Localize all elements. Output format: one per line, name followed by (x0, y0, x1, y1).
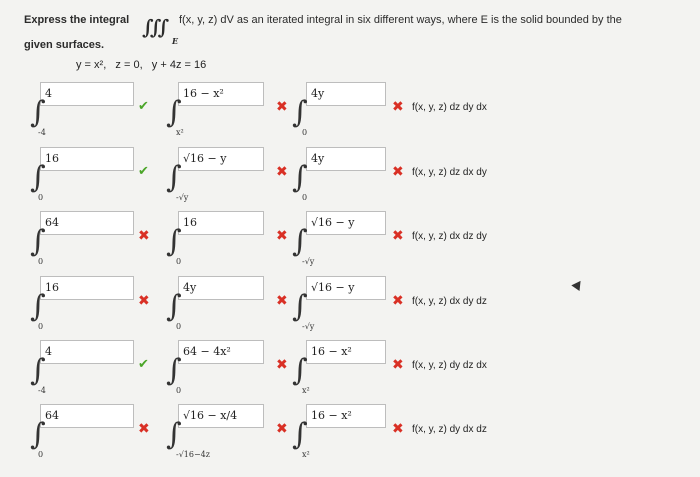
integral-sign: ∫ (292, 224, 308, 259)
prompt-line-1a: Express the integral (24, 14, 130, 26)
answer-box[interactable]: 16 (40, 147, 134, 171)
x-mark-icon: ✖ (276, 292, 288, 308)
integral-sign: ∫ (166, 224, 182, 259)
answer-box[interactable]: 4 (40, 340, 134, 364)
lower-limit: x² (176, 128, 184, 137)
answer-box[interactable]: 4y (306, 82, 386, 106)
integral-sign: ∫ (30, 160, 46, 195)
answer-box[interactable]: 16 − x² (306, 340, 386, 364)
checkmark-icon: ✔ (138, 356, 149, 371)
prompt-line-1b-text: as an iterated integral in six different ways, where E is the solid bounded by the (236, 14, 622, 26)
integrand: f(x, y, z) dV (179, 14, 234, 26)
answer-box[interactable]: 64 − 4x² (178, 340, 264, 364)
lower-limit: 0 (302, 193, 308, 202)
x-mark-icon: ✖ (138, 420, 150, 436)
answer-box[interactable]: 16 (40, 276, 134, 300)
x-mark-icon: ✖ (392, 227, 404, 243)
integral-sign: ∫ (292, 95, 308, 130)
x-mark-icon: ✖ (392, 163, 404, 179)
integral-sign: ∫ (292, 160, 308, 195)
answer-box[interactable]: √16 − y (306, 211, 386, 235)
checkmark-icon: ✔ (138, 163, 149, 178)
integral-sign: ∫ (166, 160, 182, 195)
lower-limit: 0 (176, 386, 182, 395)
x-mark-icon: ✖ (276, 356, 288, 372)
surfaces-equations: y = x², z = 0, y + 4z = 16 (76, 59, 207, 71)
lower-limit: 0 (38, 257, 44, 266)
answer-box[interactable]: 4 (40, 82, 134, 106)
integrand-order: f(x, y, z) dy dz dx (412, 360, 487, 371)
x-mark-icon: ✖ (392, 420, 404, 436)
integral-sign: ∫ (30, 417, 46, 452)
lower-limit: -√y (302, 257, 315, 266)
answer-box[interactable]: 16 − x² (178, 82, 264, 106)
checkmark-icon: ✔ (138, 98, 149, 113)
lower-limit: 0 (176, 257, 182, 266)
lower-limit: 0 (38, 450, 44, 459)
lower-limit: -√y (176, 193, 189, 202)
integral-sign: ∫ (30, 289, 46, 324)
x-mark-icon: ✖ (138, 227, 150, 243)
integrand-order: f(x, y, z) dz dy dx (412, 102, 487, 113)
integral-sign: ∫ (30, 224, 46, 259)
lower-limit: -√16−4z (176, 450, 210, 459)
lower-limit: 0 (176, 322, 182, 331)
lower-limit: x² (302, 386, 310, 395)
integral-sign: ∫ (30, 95, 46, 130)
integral-sign: ∫ (166, 353, 182, 388)
integral-sign: ∫ (30, 353, 46, 388)
prompt-line-2: given surfaces. (24, 39, 105, 51)
integrand-order: f(x, y, z) dx dy dz (412, 296, 487, 307)
mouse-cursor-icon (571, 278, 584, 291)
integral-sign: ∫ (166, 289, 182, 324)
integral-sign: ∫ (292, 289, 308, 324)
lower-limit: -4 (38, 128, 46, 137)
x-mark-icon: ✖ (276, 420, 288, 436)
integrand-order: f(x, y, z) dz dx dy (412, 167, 487, 178)
integral-sign: ∫ (292, 417, 308, 452)
lower-limit: 0 (38, 322, 44, 331)
lower-limit: x² (302, 450, 310, 459)
lower-limit: -4 (38, 386, 46, 395)
integrand-order: f(x, y, z) dx dz dy (412, 231, 487, 242)
answer-box[interactable]: 64 (40, 211, 134, 235)
x-mark-icon: ✖ (276, 98, 288, 114)
answer-box[interactable]: 16 − x² (306, 404, 386, 428)
answer-box[interactable]: 16 (178, 211, 264, 235)
region-subscript: E (172, 36, 179, 46)
integrand-order: f(x, y, z) dy dx dz (412, 424, 487, 435)
integral-sign: ∫ (292, 353, 308, 388)
answer-box[interactable]: 4y (306, 147, 386, 171)
triple-integral-symbol: ∭ (142, 15, 165, 39)
x-mark-icon: ✖ (276, 227, 288, 243)
integral-sign: ∫ (166, 95, 182, 130)
lower-limit: 0 (38, 193, 44, 202)
answer-box[interactable]: √16 − y (306, 276, 386, 300)
prompt-line-1b (179, 7, 622, 33)
answer-box[interactable]: √16 − y (178, 147, 264, 171)
integral-sign: ∫ (166, 417, 182, 452)
x-mark-icon: ✖ (392, 356, 404, 372)
answer-box[interactable]: 4y (178, 276, 264, 300)
lower-limit: -√y (302, 322, 315, 331)
x-mark-icon: ✖ (392, 98, 404, 114)
answer-box[interactable]: √16 − x/4 (178, 404, 264, 428)
answer-box[interactable]: 64 (40, 404, 134, 428)
x-mark-icon: ✖ (392, 292, 404, 308)
x-mark-icon: ✖ (138, 292, 150, 308)
lower-limit: 0 (302, 128, 308, 137)
x-mark-icon: ✖ (276, 163, 288, 179)
